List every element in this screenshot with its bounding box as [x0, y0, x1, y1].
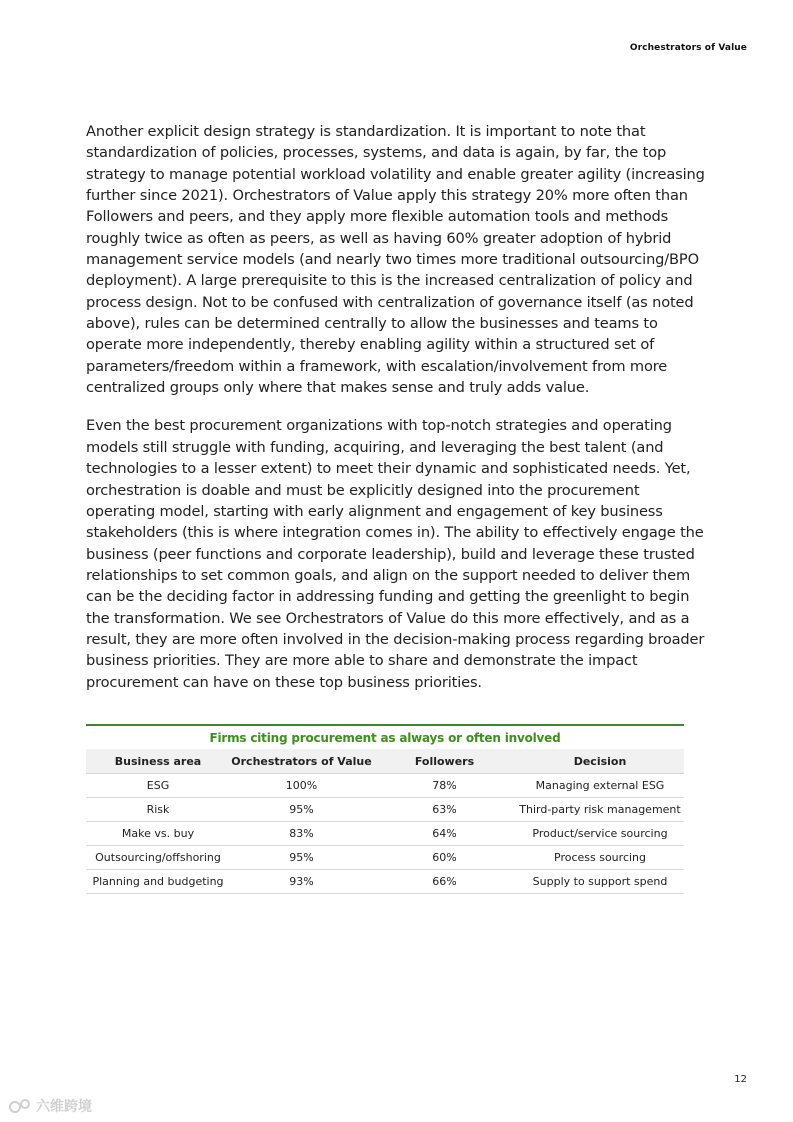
header-decision: Decision — [516, 749, 684, 774]
watermark-logo-icon — [8, 1098, 32, 1114]
cell-decision: Managing external ESG — [516, 774, 684, 798]
table-row — [86, 822, 684, 846]
header-business-area: Business area — [86, 749, 230, 774]
cell-orchestrators: 93% — [230, 870, 373, 894]
cell-followers: 60% — [373, 846, 516, 870]
paragraph-standardization: Another explicit design strategy is standardization. It is important to note that standardization of policies, processes, systems, and data is again, by far, the top strategy to manage potential workload volatility and enable greater agility (increasing further since 2021). Orchestrators of Value apply this strategy 20% more often than Followers and peers, and they apply more flexible automation tools and methods roughly twice as often as peers, as well as having 60% greater adoption of hybrid management service models (and nearly two times more traditional outsourcing/BPO deployment). A large prerequisite to this is the increased centralization of policy and process design. Not to be confused with centralization of governance itself (as noted above), rules can be determined centrally to allow the businesses and teams to operate more independently, thereby enabling agility within a structured set of parameters/freedom within a framework, with escalation/involvement from more centralized groups only where that makes sense and truly adds value. — [86, 123, 705, 397]
cell-orchestrators: 95% — [230, 846, 373, 870]
table-row — [86, 870, 684, 894]
cell-decision: Supply to support spend — [516, 870, 684, 894]
cell-business-area: Planning and budgeting — [86, 870, 230, 894]
paragraph-orchestration: Even the best procurement organizations with top-notch strategies and operating models still struggle with funding, acquiring, and leveraging the best talent (and technologies to a lesser extent) to meet their dynamic and sophisticated needs. Yet, orchestration is doable and must be explicitly designed into the procurement operating model, starting with early alignment and engagement of key business stakeholders (this is where integration comes in). The ability to effectively engage the business (peer functions and corporate leadership), build and leverage these trusted relationships to set common goals, and align on the support needed to deliver them can be the deciding factor in addressing funding and getting the greenlight to begin the transformation. We see Orchestrators of Value do this more effectively, and as a result, they are more often involved in the decision-making process regarding broader business priorities. They are more able to share and demonstrate the impact procurement can have on these top business priorities. — [86, 417, 705, 691]
table-header-row — [86, 749, 684, 774]
watermark — [8, 1096, 92, 1116]
header-orchestrators: Orchestrators of Value — [230, 749, 373, 774]
cell-business-area: Outsourcing/offshoring — [86, 846, 230, 870]
cell-business-area: ESG — [86, 774, 230, 798]
running-header-title: Orchestrators of Value — [629, 43, 747, 53]
involvement-table — [86, 749, 684, 894]
cell-decision: Process sourcing — [516, 846, 684, 870]
cell-decision: Third-party risk management — [516, 798, 684, 822]
involvement-table-block — [86, 724, 684, 894]
table-title: Firms citing procurement as always or often involved — [86, 724, 684, 749]
cell-decision: Product/service sourcing — [516, 822, 684, 846]
cell-followers: 63% — [373, 798, 516, 822]
cell-business-area: Make vs. buy — [86, 822, 230, 846]
cell-business-area: Risk — [86, 798, 230, 822]
watermark-text: 六维跨境 — [36, 1099, 92, 1115]
body-text — [86, 121, 712, 710]
cell-followers: 66% — [373, 870, 516, 894]
page-number: 12 — [734, 1074, 747, 1085]
cell-followers: 78% — [373, 774, 516, 798]
cell-followers: 64% — [373, 822, 516, 846]
cell-orchestrators: 83% — [230, 822, 373, 846]
table-row — [86, 798, 684, 822]
header-followers: Followers — [373, 749, 516, 774]
cell-orchestrators: 95% — [230, 798, 373, 822]
table-row — [86, 846, 684, 870]
table-row — [86, 774, 684, 798]
cell-orchestrators: 100% — [230, 774, 373, 798]
